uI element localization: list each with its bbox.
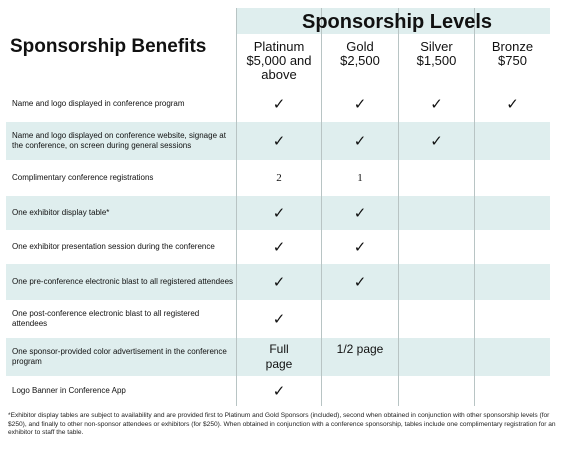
empty-cell [398,376,474,406]
table-row [6,230,550,264]
empty-cell [474,338,550,376]
empty-cell [474,230,550,264]
empty-cell [474,264,550,300]
empty-cell [474,196,550,230]
empty-cell [398,160,474,196]
empty-cell [398,300,474,338]
empty-cell [474,376,550,406]
level-header-bronze [474,34,550,86]
empty-cell [398,264,474,300]
empty-cell [398,196,474,230]
table-row [6,86,550,122]
check-icon: ✓ [321,86,398,122]
ad-size: Full page [236,338,321,376]
ad-size: 1/2 page [321,338,398,376]
table-row [6,376,550,406]
benefit-label: One exhibitor presentation session during the conference [12,242,215,251]
level-name: Bronze [491,39,534,54]
check-icon: ✓ [474,86,550,122]
level-amount: $750 [498,53,527,68]
level-amount: $5,000 and above [246,53,312,82]
registration-count: 1 [321,160,398,196]
sponsorship-levels-title: Sponsorship Levels [302,11,493,33]
benefit-label: One exhibitor display table* [12,208,110,217]
table-row [6,338,550,376]
table-row [6,300,550,338]
benefit-label: One sponsor-provided color advertisement in the conference program [12,347,227,366]
check-icon: ✓ [236,300,321,338]
benefit-label: Complimentary conference registrations [12,173,154,182]
check-icon: ✓ [321,122,398,160]
sponsorship-table [6,8,550,406]
check-icon: ✓ [236,264,321,300]
check-icon: ✓ [236,86,321,122]
benefit-label: One post-conference electronic blast to all registered attendees [12,309,200,328]
table-header-row [6,34,550,86]
level-name: Gold [346,39,374,54]
empty-cell [474,122,550,160]
benefit-label: Logo Banner in Conference App [12,386,126,395]
empty-cell [321,376,398,406]
level-header-platinum [236,34,321,86]
check-icon: ✓ [321,264,398,300]
level-name: Platinum [253,39,305,54]
check-icon: ✓ [236,230,321,264]
levels-header-band [6,8,550,34]
check-icon: ✓ [321,230,398,264]
table-row [6,196,550,230]
check-icon: ✓ [398,122,474,160]
level-amount: $2,500 [340,53,380,68]
table-row [6,122,550,160]
check-icon: ✓ [236,196,321,230]
level-amount: $1,500 [416,53,457,68]
empty-cell [474,300,550,338]
exhibitor-footnote: *Exhibitor display tables are subject to availability and are provided first to Platinum and Gold Sponsors (included), second when obtained in conjunction with other sponsorship levels (for $250), and finally to other non-sponsor attendees or exhibitors (for $250). When obtained in conjunction with a conference sponsorship, tables include one complimentary registration for an exhibitor to staff the table. [8,412,556,437]
benefit-label: Name and logo displayed in conference program [12,99,185,108]
check-icon: ✓ [236,122,321,160]
table-row [6,264,550,300]
sponsorship-benefits-title: Sponsorship Benefits [10,36,207,57]
check-icon: ✓ [236,376,321,406]
level-name: Silver [420,39,453,54]
level-header-gold [321,34,398,86]
registration-count: 2 [236,160,321,196]
empty-cell [398,230,474,264]
check-icon: ✓ [398,86,474,122]
level-header-silver [398,34,474,86]
table-row [6,160,550,196]
empty-cell [321,300,398,338]
benefit-label: Name and logo displayed on conference website, signage at the conference, on screen during general sessions [12,131,226,150]
benefit-label: One pre-conference electronic blast to all registered attendees [12,277,234,286]
empty-cell [474,160,550,196]
check-icon: ✓ [321,196,398,230]
empty-cell [398,338,474,376]
